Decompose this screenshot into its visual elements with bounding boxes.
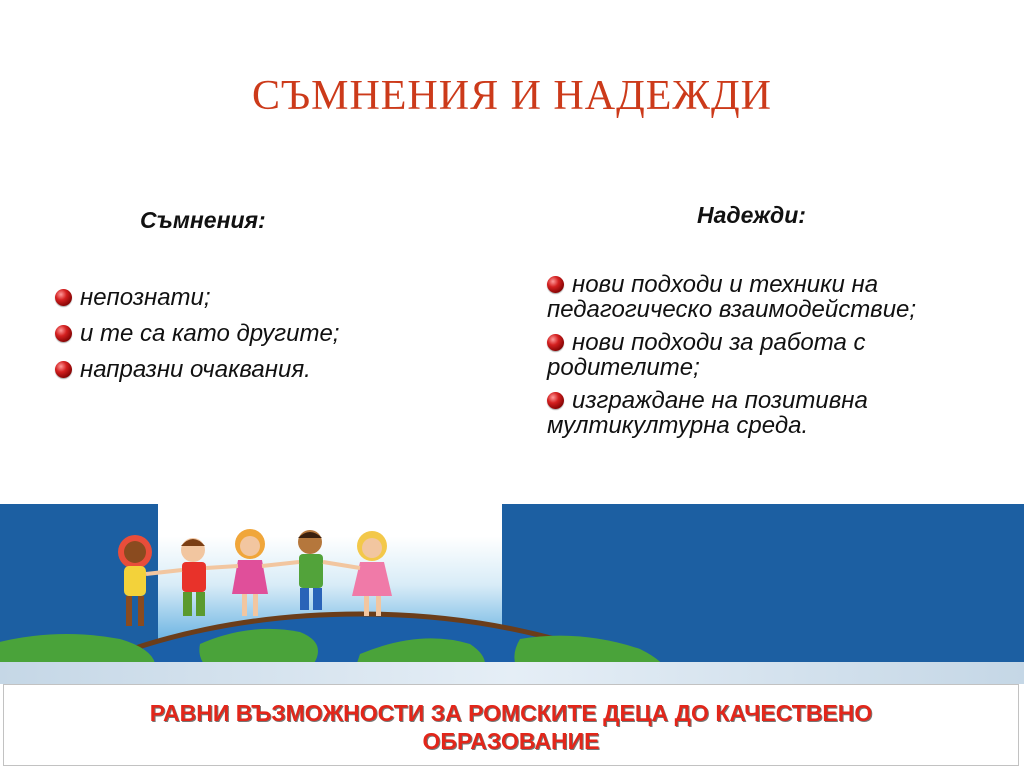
red-sphere-bullet-icon: [547, 334, 564, 351]
hopes-item: [547, 388, 967, 438]
footer-line-2: ОБРАЗОВАНИЕ: [422, 728, 600, 754]
hopes-heading: Надежди:: [697, 202, 806, 228]
red-sphere-bullet-icon: [547, 392, 564, 409]
light-strip: [0, 662, 1024, 684]
globe-icon: [0, 504, 1024, 684]
doubts-item-text: и те са като другите;: [80, 320, 340, 347]
doubts-column: [55, 205, 415, 391]
footer-banner: [3, 684, 1019, 766]
child-figures: [118, 529, 392, 626]
hopes-item-text: изграждане на позитивна мултикултурна среда.: [547, 387, 868, 439]
doubts-item-text: непознати;: [80, 284, 211, 311]
red-sphere-bullet-icon: [55, 325, 72, 342]
doubts-item: [55, 319, 415, 349]
doubts-item: [55, 283, 415, 313]
slide-title: СЪМНЕНИЯ И НАДЕЖДИ: [251, 73, 773, 119]
red-sphere-bullet-icon: [55, 289, 72, 306]
children-on-globe-illustration: [0, 504, 1024, 684]
red-sphere-bullet-icon: [547, 276, 564, 293]
hopes-column: [547, 200, 967, 446]
doubts-heading: Съмнения:: [140, 207, 266, 233]
hopes-item-text: нови подходи за работа с родителите;: [547, 329, 866, 381]
footer-text: [4, 699, 1018, 755]
footer-line-1: РАВНИ ВЪЗМОЖНОСТИ ЗА РОМСКИТЕ ДЕЦА ДО КАЧЕСТВЕНО: [149, 700, 873, 726]
hopes-item: [547, 330, 967, 380]
doubts-item: [55, 355, 415, 385]
doubts-item-text: напразни очаквания.: [80, 356, 311, 383]
hopes-item-text: нови подходи и техники на педагогическо взаимодействие;: [547, 271, 917, 323]
red-sphere-bullet-icon: [55, 361, 72, 378]
hopes-item: [547, 272, 967, 322]
